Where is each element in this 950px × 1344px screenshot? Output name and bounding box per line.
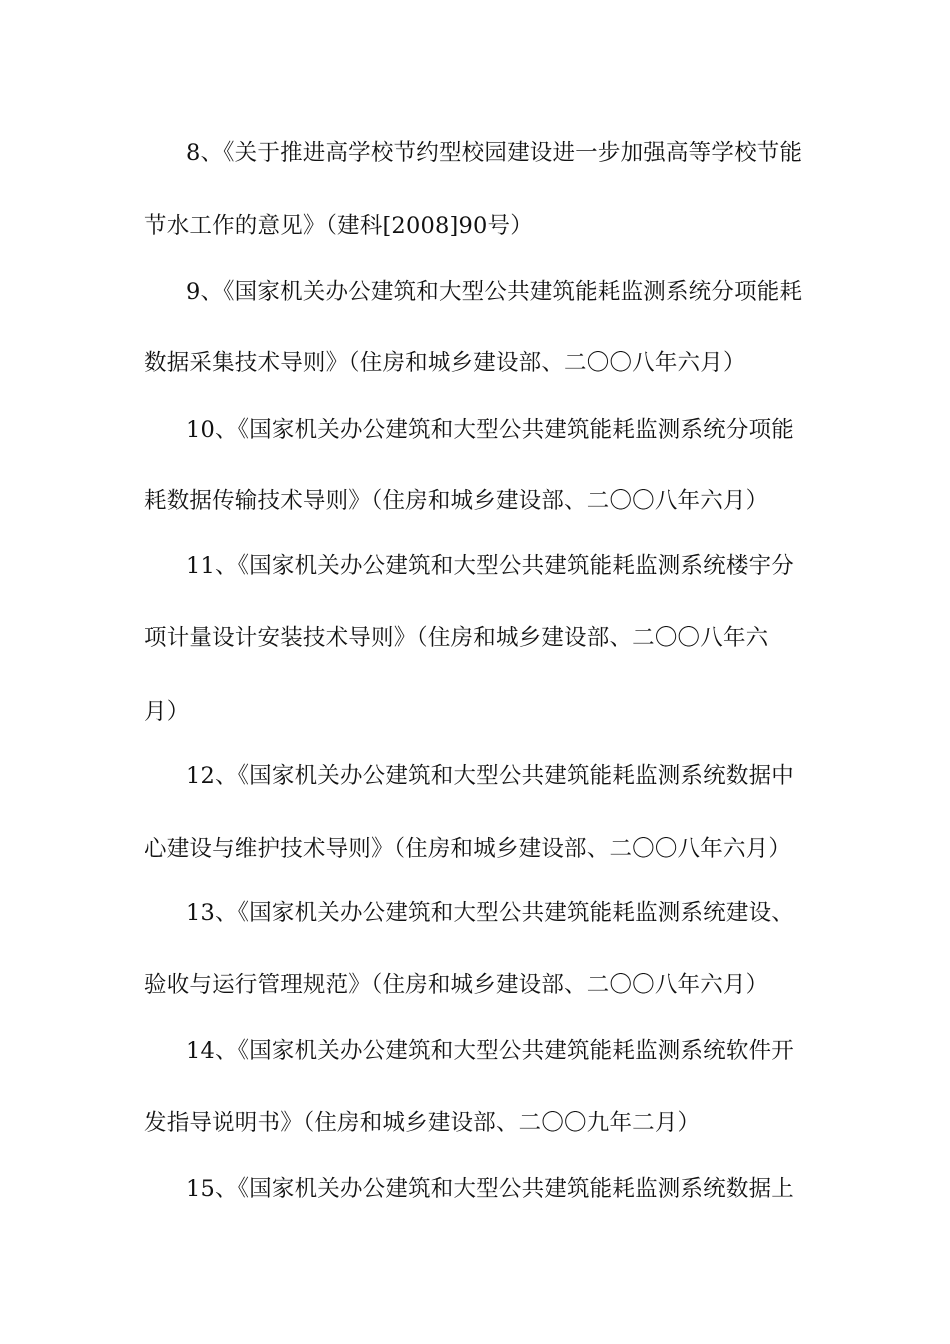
reference-11-line-3: 月）: [144, 699, 190, 725]
reference-10-line-2: 耗数据传输技术导则》（住房和城乡建设部、二〇〇八年六月）: [144, 488, 769, 514]
reference-15-line-1: 15、《国家机关办公建筑和大型公共建筑能耗监测系统数据上: [186, 1176, 794, 1202]
reference-8-line-2: 节水工作的意见》（建科[2008]90号）: [144, 213, 533, 239]
reference-14-line-1: 14、《国家机关办公建筑和大型公共建筑能耗监测系统软件开: [186, 1038, 794, 1064]
reference-9-line-1: 9、《国家机关办公建筑和大型公共建筑能耗监测系统分项能耗: [186, 279, 803, 305]
reference-11-line-2: 项计量设计安装技术导则》（住房和城乡建设部、二〇〇八年六: [144, 625, 769, 651]
reference-9-line-2: 数据采集技术导则》（住房和城乡建设部、二〇〇八年六月）: [144, 350, 746, 376]
reference-13-line-1: 13、《国家机关办公建筑和大型公共建筑能耗监测系统建设、: [186, 900, 794, 926]
reference-11-line-1: 11、《国家机关办公建筑和大型公共建筑能耗监测系统楼宇分: [186, 553, 794, 579]
reference-12-line-2: 心建设与维护技术导则》（住房和城乡建设部、二〇〇八年六月）: [144, 836, 792, 862]
reference-13-line-2: 验收与运行管理规范》（住房和城乡建设部、二〇〇八年六月）: [144, 972, 769, 998]
reference-10-line-1: 10、《国家机关办公建筑和大型公共建筑能耗监测系统分项能: [186, 417, 794, 443]
reference-12-line-1: 12、《国家机关办公建筑和大型公共建筑能耗监测系统数据中: [186, 763, 794, 789]
reference-8-line-1: 8、《关于推进高学校节约型校园建设进一步加强高等学校节能: [186, 140, 803, 166]
reference-14-line-2: 发指导说明书》（住房和城乡建设部、二〇〇九年二月）: [144, 1110, 701, 1136]
